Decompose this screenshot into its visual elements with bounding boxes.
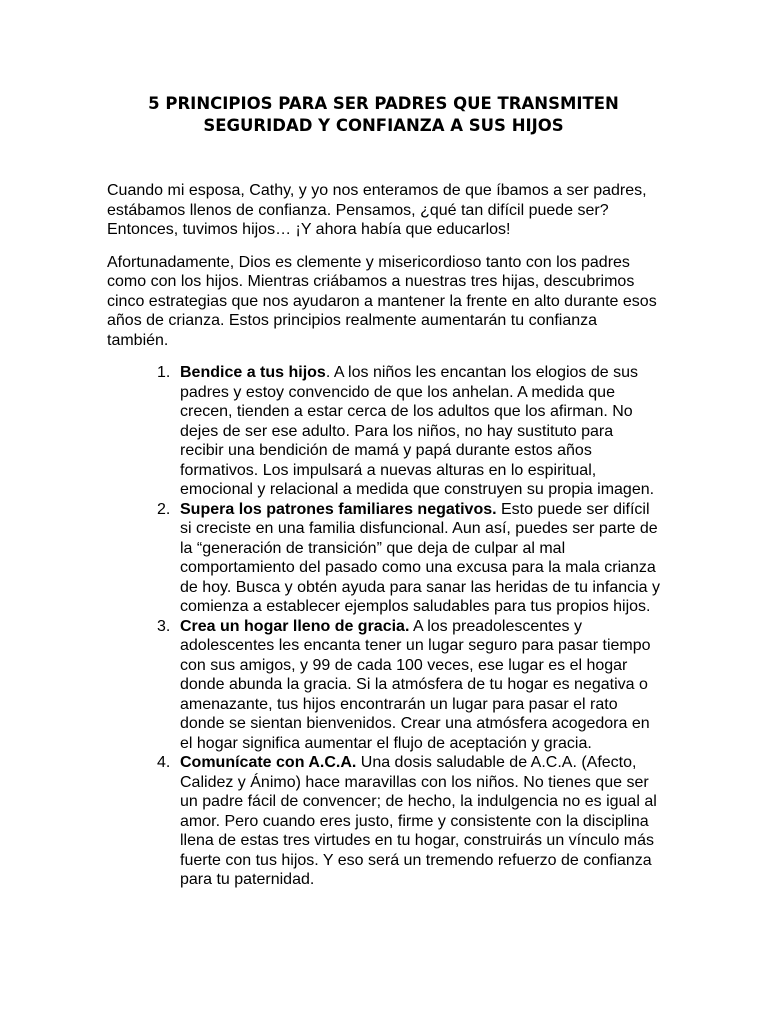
title-line-1: 5 PRINCIPIOS PARA SER PADRES QUE TRANSMITEN (148, 94, 619, 113)
list-item-number: 2. (157, 500, 171, 518)
list-item-number: 4. (157, 754, 171, 771)
principles-list (107, 363, 660, 890)
list-item (157, 363, 660, 500)
list-item (157, 500, 661, 617)
list-item (157, 753, 660, 890)
document-title (107, 93, 660, 137)
document-body (107, 181, 660, 890)
list-item-text: A los preadolescentes y adolescentes les encanta tener un lugar seguro para pasar tiempo con sus amigos, y 99 de cada 100 veces, ese lugar es el hogar donde abunda la gracia. Si la atmósfera de tu hogar es negativa o amenazante, tus hijos encontrarán un lugar para pasar el rato donde se sientan bienvenidos. Crear una atmósfera acogedora en el hogar significa aumentar el flujo de aceptación y gracia. (180, 617, 651, 752)
title-line-2: SEGURIDAD Y CONFIANZA A SUS HIJOS (203, 116, 564, 135)
list-item-lead: Crea un hogar lleno de gracia. (180, 617, 410, 635)
list-item-text: Una dosis saludable de A.C.A. (Afecto, Calidez y Ánimo) hace maravillas con los niños. No tienes que ser un padre fácil de convencer; de hecho, la indulgencia no es igual al amor. Pero cuando eres justo, firme y consistente con la disciplina llena de estas tres virtudes en tu hogar, construirás un vínculo más fuerte con tus hijos. Y eso será un tremendo refuerzo de confianza para tu paternidad. (180, 754, 657, 888)
list-item-lead: Comunícate con A.C.A. (180, 754, 357, 771)
list-item-text: Esto puede ser difícil si creciste en una familia disfuncional. Aun así, puedes ser parte de la “generación de transición” que deja de culpar al mal comportamiento del pasado como una excusa para la mala crianza de hoy. Busca y obtén ayuda para sanar las heridas de tu infancia y comienza a establecer ejemplos saludables para tus propios hijos. (180, 500, 661, 615)
list-item-lead: Bendice a tus hijos (180, 364, 326, 381)
list-item (157, 617, 660, 754)
intro-paragraph-2: Afortunadamente, Dios es clemente y misericordioso tanto con los padres como con los hijos. Mientras criábamos a nuestras tres hijas, descubrimos cinco estrategias que nos ayudaron a mantener la frente en alto durante esos años de crianza. Estos principios realmente aumentarán tu confianza también. (107, 253, 657, 349)
list-item-text: . A los niños les encantan los elogios de sus padres y estoy convencido de que los anhelan. A medida que crecen, tienden a estar cerca de los adultos que los afirman. No dejes de ser ese adulto. Para los niños, no hay sustituto para recibir una bendición de mamá y papá durante estos años formativos. Los impulsará a nuevas alturas en lo espiritual, emocional y relacional a medida que construyen su propia imagen. (180, 364, 655, 498)
list-item-number: 3. (157, 617, 171, 635)
list-item-number: 1. (157, 364, 171, 381)
list-item-lead: Supera los patrones familiares negativos. (180, 500, 497, 518)
intro-paragraph-1: Cuando mi esposa, Cathy, y yo nos enteramos de que íbamos a ser padres, estábamos llenos de confianza. Pensamos, ¿qué tan difícil puede ser? Entonces, tuvimos hijos… ¡Y ahora había que educarlos! (107, 182, 647, 238)
